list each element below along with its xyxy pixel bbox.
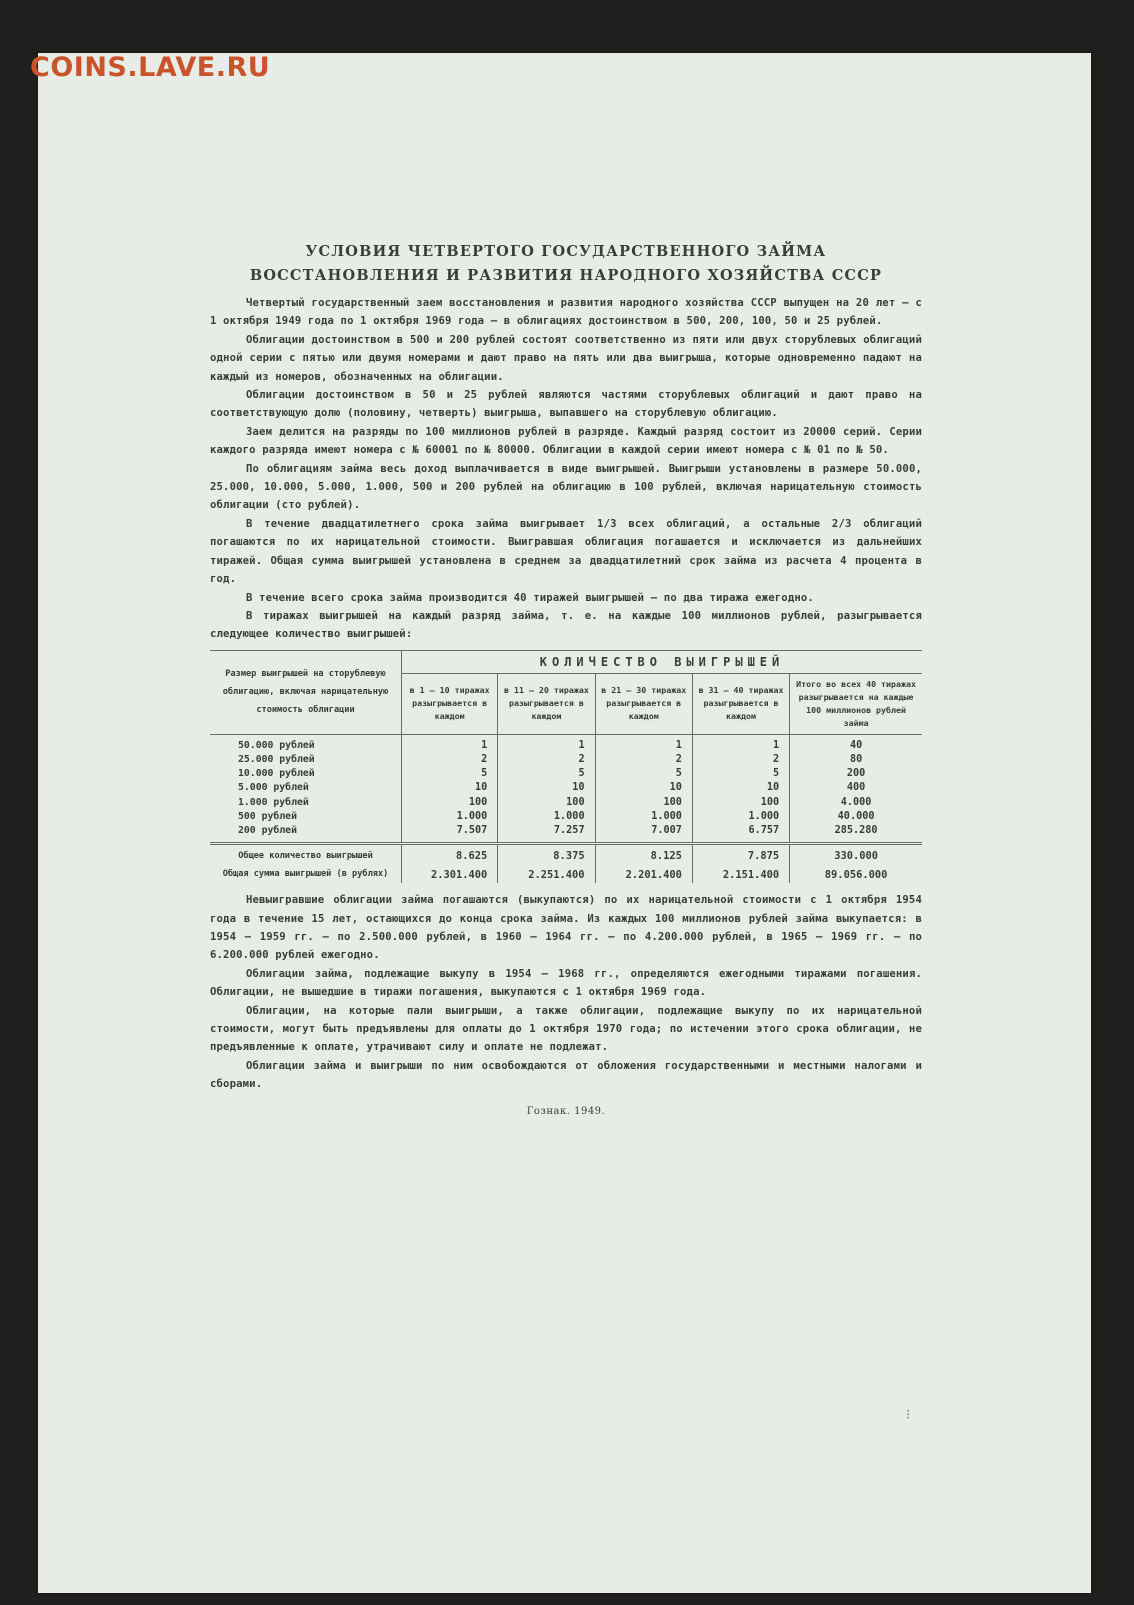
table-row — [210, 734, 922, 843]
column-draws-11-20 — [498, 734, 595, 843]
table-cell: 200 — [846, 768, 866, 780]
paragraphs-bottom — [210, 891, 922, 1093]
table-cell: 80 — [849, 753, 863, 765]
prize-label: 200 рублей — [238, 824, 297, 836]
table-cell: 10 — [669, 782, 682, 794]
table-cell: 8.625 — [402, 844, 498, 868]
paragraph: В течение двадцатилетнего срока займа выигрывает 1/3 всех облигаций, а остальные 2/3 облигаций погашаются по их нарицательной стоимости. Выигравшая облигация погашается и исключается из дальнейших тиражей. Общая сумма выигрышей установлена в среднем за двадцатилетний срок займа из расчета 4 процента в год. — [210, 517, 922, 586]
paragraphs-top — [210, 294, 922, 644]
table-subheader: в 21 — 30 тиражах разыгрывается в каждом — [595, 673, 692, 734]
table-left-header: Размер выигрышей на сторублевую облигацию, включая нарицательную стоимость облигации — [210, 650, 402, 734]
table-cell: 5 — [481, 768, 488, 780]
paragraph: В тиражах выигрышей на каждый разряд займа, т. е. на каждые 100 миллионов рублей, разыгрывается следующее количество выигрышей: — [210, 609, 922, 641]
table-cell: 5 — [773, 768, 780, 780]
paragraph: По облигациям займа весь доход выплачивается в виде выигрышей. Выигрыши установлены в размере 50.000, 25.000, 10.000, 5.000, 1.000, 500 и 200 рублей на облигацию в 100 рублей, включая нарицательную стоимость облигации (сто рублей). — [210, 462, 922, 512]
paragraph: В течение всего срока займа производится 40 тиражей выигрышей — по два тиража ежегодно. — [246, 591, 814, 604]
table-cell: 40 — [849, 739, 863, 751]
table-cell: 7.507 — [456, 824, 488, 836]
table-cell: 1.000 — [748, 810, 780, 822]
table-cell: 2 — [578, 753, 585, 765]
table-cell: 6.757 — [748, 824, 780, 836]
prize-label: 1.000 рублей — [238, 796, 309, 808]
table-cell: 2.301.400 — [430, 869, 488, 882]
table-cell: 285.280 — [834, 824, 878, 836]
column-draws-1-10 — [402, 734, 498, 843]
table-cell: 40.000 — [837, 810, 875, 822]
paragraph: Облигации достоинством в 500 и 200 рублей состоят соответственно из пяти или двух сторублевых облигаций одной серии с пятью или двумя номерами и дают право на пять или два выигрыша, которые одновременно падают на каждый из номеров, обозначенных на облигации. — [210, 333, 922, 383]
table-cell: 400 — [846, 782, 866, 794]
column-draws-21-30 — [595, 734, 692, 843]
table-cell: 8.125 — [595, 844, 692, 868]
title-line-1: УСЛОВИЯ ЧЕТВЕРТОГО ГОСУДАРСТВЕННОГО ЗАЙМА — [305, 243, 827, 260]
table-cell: 2.151.400 — [692, 867, 789, 883]
table-cell: 100 — [566, 796, 585, 808]
table-cell: 5 — [675, 768, 682, 780]
table-cell: 2.201.400 — [595, 867, 692, 883]
total-sum-label: Общая сумма выигрышей (в рублях) — [210, 867, 402, 883]
table-subheader: Итого во всех 40 тиражах разыгрывается на каждые 100 миллионов рублей займа — [790, 673, 922, 734]
table-cell: 2 — [675, 753, 682, 765]
pencil-mark: ⁝ — [906, 1407, 911, 1423]
table-cell: 1 — [481, 739, 488, 751]
table-subheader: в 1 — 10 тиражах разыгрывается в каждом — [402, 673, 498, 734]
paragraph: Облигации, на которые пали выигрыши, а также облигации, подлежащие выкупу по их нарицательной стоимости, могут быть предъявлены для оплаты до 1 октября 1970 года; по истечении этого срока облигации, не предъявленные к оплате, утрачивают силу и оплате не подлежат. — [210, 1004, 922, 1054]
watermark-text: COINS.LAVE.RU — [30, 52, 271, 83]
table-cell: 2.251.400 — [498, 867, 595, 883]
table-total-row — [210, 867, 922, 883]
document-content — [210, 240, 922, 1117]
total-count-label: Общее количество выигрышей — [210, 844, 402, 868]
table-cell: 8.375 — [498, 844, 595, 868]
table-cell: 10 — [572, 782, 585, 794]
table-total-row — [210, 844, 922, 868]
column-total-40 — [790, 734, 922, 843]
table-subheader: в 31 — 40 тиражах разыгрывается в каждом — [692, 673, 789, 734]
table-cell: 10 — [766, 782, 780, 794]
paragraph: Заем делится на разряды по 100 миллионов рублей в разряде. Каждый разряд состоит из 20000 серий. Серии каждого разряда имеют номера с № 60001 по № 80000. Облигации в каждой серии имеют номера с № 01 по № 50. — [210, 425, 922, 457]
table-cell: 4.000 — [840, 796, 872, 808]
table-cell: 1 — [675, 739, 682, 751]
title-line-2: ВОССТАНОВЛЕНИЯ И РАЗВИТИЯ НАРОДНОГО ХОЗЯЙСТВА СССР — [249, 267, 883, 284]
table-cell: 7.257 — [553, 824, 585, 836]
document-title — [210, 240, 922, 288]
table-cell: 5 — [578, 768, 585, 780]
prize-table — [210, 650, 922, 883]
paragraph: Облигации достоинством в 50 и 25 рублей являются частями сторублевых облигаций и дают право на соответствующую долю (половину, четверть) выигрыша, выпавшего на сторублевую облигацию. — [210, 389, 922, 420]
table-cell: 7.875 — [692, 844, 789, 868]
table-subheader: в 11 — 20 тиражах разыгрывается в каждом — [498, 673, 595, 734]
prize-label: 500 рублей — [238, 810, 297, 822]
table-cell: 1 — [773, 739, 780, 751]
paragraph: Облигации займа, подлежащие выкупу в 1954 — 1968 гг., определяются ежегодными тиражами погашения. Облигации, не вышедшие в тиражи погашения, выкупаются с 1 октября 1969 года. — [210, 967, 922, 999]
prize-label: 50.000 рублей — [238, 739, 315, 751]
paragraph: Четвертый государственный заем восстановления и развития народного хозяйства СССР выпущен на 20 лет — с 1 октября 1949 года по 1 октября 1969 года — в облигациях достоинством в 500, 200, 100, 50 и 25 рублей. — [210, 297, 922, 328]
table-cell: 2 — [481, 753, 488, 765]
table-cell: 100 — [663, 796, 682, 808]
table-cell: 1.000 — [651, 810, 682, 822]
table-cell: 89.056.000 — [790, 867, 922, 883]
table-cell: 330.000 — [790, 844, 922, 868]
table-cell: 100 — [760, 796, 780, 808]
table-cell: 2 — [773, 753, 780, 765]
prize-labels — [210, 734, 402, 843]
table-group-header: КОЛИЧЕСТВО ВЫИГРЫШЕЙ — [402, 650, 923, 673]
printer-imprint: Гознак. 1949. — [526, 1105, 606, 1117]
prize-label: 10.000 рублей — [238, 768, 315, 780]
table-cell: 1 — [578, 739, 585, 751]
paragraph: Невыигравшие облигации займа погашаются (выкупаются) по их нарицательной стоимости с 1 октября 1954 года в течение 15 лет, остающихся до конца срока займа. Из каждых 100 миллионов рублей займа выкупается: в 1954 — 1959 гг. — по 2.500.000 рублей, в 1960 — 1964 гг. — по 4.200.000 рублей, в 1965 — 1969 гг. — по 6.200.000 рублей ежегодно. — [210, 894, 922, 962]
table-cell: 1.000 — [456, 810, 488, 822]
document-sheet — [38, 53, 1091, 1593]
table-cell: 1.000 — [553, 810, 585, 822]
table-cell: 100 — [468, 796, 488, 808]
prize-label: 5.000 рублей — [238, 782, 309, 794]
prize-label: 25.000 рублей — [238, 753, 315, 765]
table-cell: 7.007 — [651, 824, 682, 836]
paragraph: Облигации займа и выигрыши по ним освобождаются от обложения государственными и местными налогами и сборами. — [210, 1059, 922, 1091]
column-draws-31-40 — [692, 734, 789, 843]
table-cell: 10 — [475, 782, 488, 794]
